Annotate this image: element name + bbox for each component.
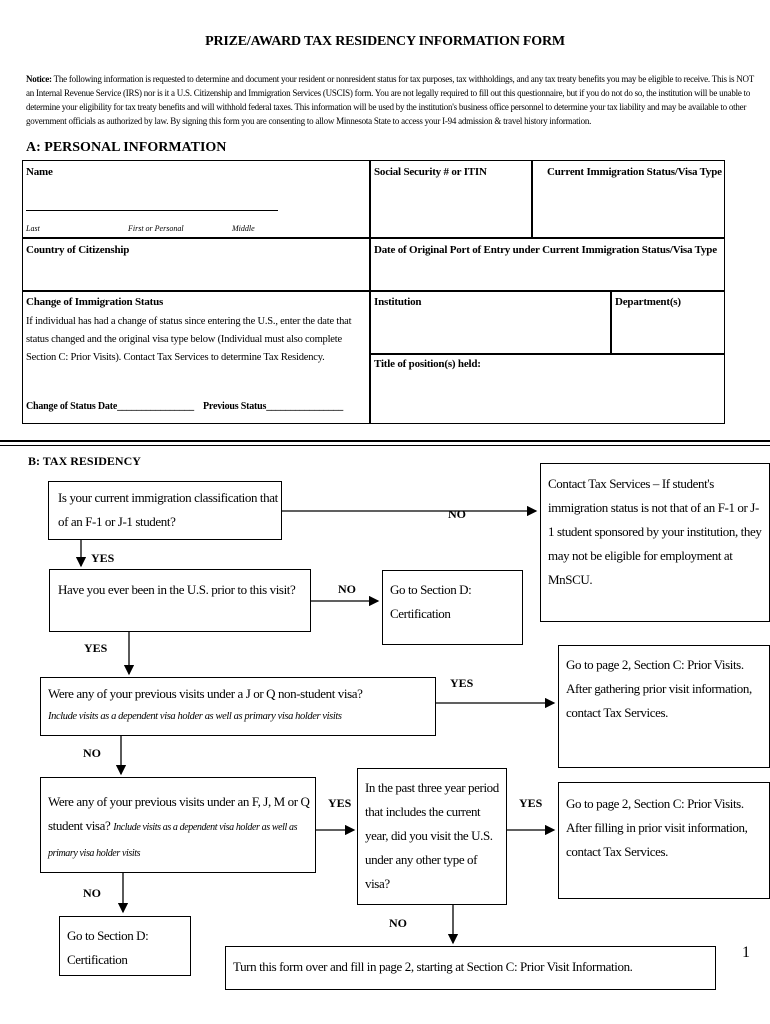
section-a-heading: A: PERSONAL INFORMATION bbox=[26, 140, 227, 155]
label-no-1: NO bbox=[448, 507, 466, 521]
label-no-4: NO bbox=[83, 886, 101, 900]
go-section-d-text-1: Go to Section D: Certification bbox=[390, 582, 472, 621]
go-page2-text-2: Go to page 2, Section C: Prior Visits. After filling in prior visit information, contact Tax Services. bbox=[566, 796, 748, 859]
question-f1-j1-text: Is your current immigration classification that of an F-1 or J-1 student? bbox=[58, 490, 278, 529]
department-label: Department(s) bbox=[615, 296, 681, 308]
institution-label: Institution bbox=[374, 296, 422, 308]
change-status-date-field[interactable]: Change of Status Date________________ bbox=[26, 401, 194, 412]
label-yes-2: YES bbox=[84, 641, 108, 655]
change-status-label: Change of Immigration Status bbox=[26, 296, 164, 308]
question-student-visa-text bbox=[48, 790, 310, 866]
visa-type-label: Current Immigration Status/Visa Type bbox=[547, 166, 722, 178]
previous-status-field[interactable]: Previous Status________________ bbox=[203, 401, 344, 412]
question-jq-visa-note: Include visits as a dependent visa holder as well as primary visa holder visits bbox=[48, 711, 342, 722]
citizenship-label: Country of Citizenship bbox=[26, 244, 130, 256]
question-student-visa-main: Were any of your previous visits under an F, J, M or Q student visa? bbox=[48, 794, 310, 833]
name-label: Name bbox=[26, 166, 53, 178]
label-no-2: NO bbox=[338, 582, 356, 596]
go-section-d-text-2: Go to Section D: Certification bbox=[67, 928, 149, 967]
label-no-3: NO bbox=[83, 746, 101, 760]
label-no-5: NO bbox=[389, 916, 407, 930]
label-yes-5: YES bbox=[519, 796, 543, 810]
label-yes-3: YES bbox=[450, 676, 474, 690]
question-other-visa-text: In the past three year period that includes the current year, did you visit the U.S. under any other type of visa? bbox=[365, 780, 499, 891]
name-last-caption: Last bbox=[26, 224, 40, 233]
form-title: PRIZE/AWARD TAX RESIDENCY INFORMATION FORM bbox=[205, 34, 565, 49]
go-page2-text-1: Go to page 2, Section C: Prior Visits. After gathering prior visit information, contact Tax Services. bbox=[566, 657, 752, 720]
entry-date-label: Date of Original Port of Entry under Current Immigration Status/Visa Type bbox=[374, 244, 717, 256]
question-jq-visa-text: Were any of your previous visits under a J or Q non-student visa? bbox=[48, 686, 363, 701]
notice-label: Notice: bbox=[26, 74, 52, 84]
section-b-heading: B: TAX RESIDENCY bbox=[28, 454, 141, 468]
label-yes-4: YES bbox=[328, 796, 352, 810]
position-label: Title of position(s) held: bbox=[374, 358, 481, 370]
notice-text: The following information is requested to determine and document your resident or nonresident status for tax purposes, tax withholdings, and any tax treaty benefits you may be eligible to receive. This is NOT an Internal Revenue Service (IRS) nor is it a U.S. Citizenship and Immigration Services (USCIS) form. You are not legally required to fill out this questionnaire, but if you do not do so, the institution will be unable to determine your eligibility for tax treaty benefits and will withhold federal taxes. This information will be used by the institution's business office personnel to determine your tax liability and may be available to other government officials as authorized by law. By signing this form you are consenting to allow Minnesota State to access your I-94 admission & travel history information. bbox=[26, 74, 754, 126]
name-first-caption: First or Personal bbox=[128, 224, 184, 233]
ssn-label: Social Security # or ITIN bbox=[374, 166, 487, 178]
page-number: 1 bbox=[742, 944, 750, 961]
label-yes-1: YES bbox=[91, 551, 115, 565]
question-prior-visit-text: Have you ever been in the U.S. prior to this visit? bbox=[58, 582, 296, 597]
name-middle-caption: Middle bbox=[232, 224, 255, 233]
turn-form-over-text: Turn this form over and fill in page 2, starting at Section C: Prior Visit Information. bbox=[233, 959, 633, 974]
contact-tax-services-text: Contact Tax Services – If student's immigration status is not that of an F-1 or J-1 student sponsored by your institution, they may not be eligible for employment at MnSCU. bbox=[548, 476, 762, 587]
question-student-visa-note: Include visits as a dependent visa holder as well as primary visa holder visits bbox=[48, 822, 298, 859]
change-status-text: If individual has had a change of status since entering the U.S., enter the date that status changed and the original visa type below (Individual must also complete Section C: Prior Visits). Contact Tax Services to determine Tax Residency. bbox=[26, 316, 352, 363]
